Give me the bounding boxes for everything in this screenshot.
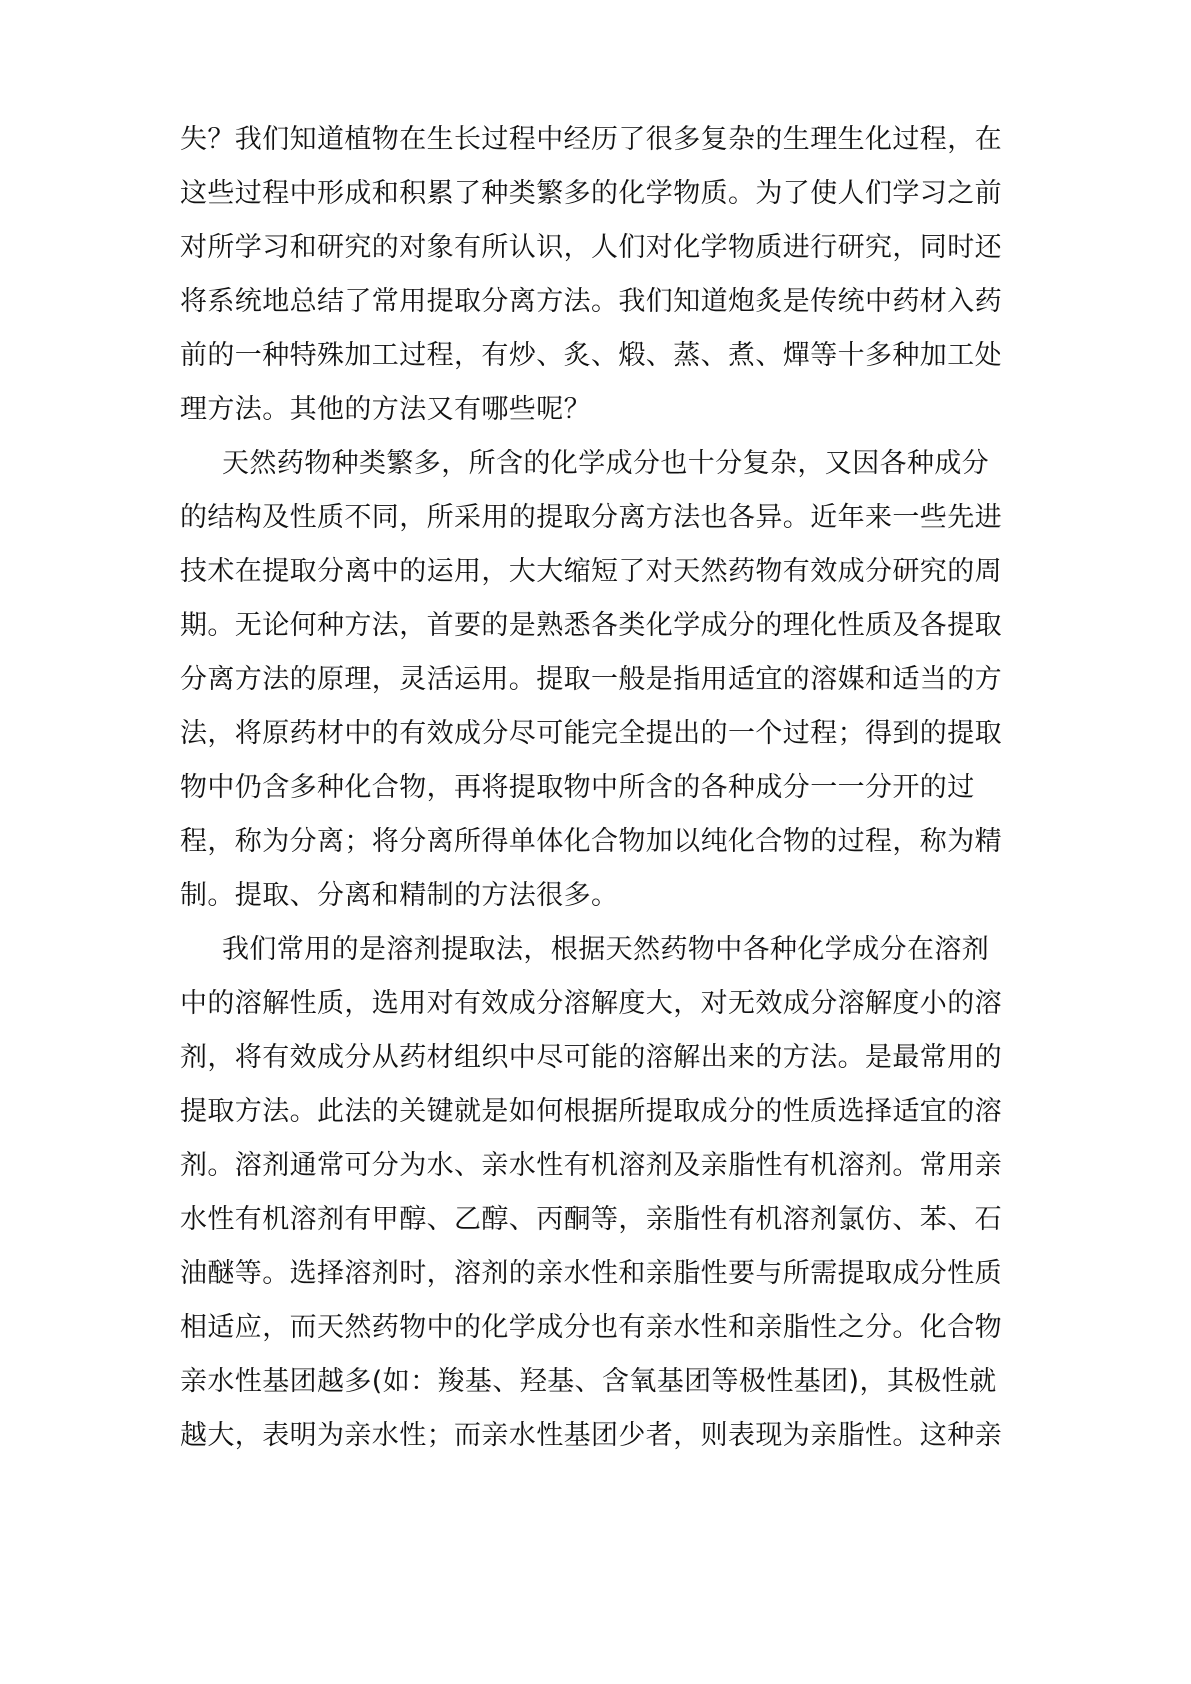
- paragraph-3: [180, 923, 1020, 1463]
- text-line: 剂。溶剂通常可分为水、亲水性有机溶剂及亲脂性有机溶剂。常用亲: [180, 1150, 1002, 1181]
- text-line-first: 我们常用的是溶剂提取法，根据天然药物中各种化学成分在溶剂: [222, 934, 990, 965]
- text-line: 提取方法。此法的关键就是如何根据所提取成分的性质选择适宜的溶: [180, 1096, 1002, 1127]
- text-line: 中的溶解性质，选用对有效成分溶解度大，对无效成分溶解度小的溶: [180, 988, 1002, 1019]
- text-line: 亲水性基团越多(如：羧基、羟基、含氧基团等极性基团)，其极性就: [180, 1366, 997, 1397]
- document-body: [180, 113, 1020, 1463]
- text-line: 剂，将有效成分从药材组织中尽可能的溶解出来的方法。是最常用的: [180, 1042, 1002, 1073]
- paragraph-1: [180, 113, 1020, 437]
- text-line: 程，称为分离；将分离所得单体化合物加以纯化合物的过程，称为精: [180, 826, 1002, 857]
- paragraph-2: [180, 437, 1020, 923]
- text-line: 前的一种特殊加工过程，有炒、炙、煅、蒸、煮、燀等十多种加工处: [180, 340, 1002, 371]
- text-line: 技术在提取分离中的运用，大大缩短了对天然药物有效成分研究的周: [180, 556, 1002, 587]
- text-line: 法，将原药材中的有效成分尽可能完全提出的一个过程；得到的提取: [180, 718, 1002, 749]
- text-line: 理方法。其他的方法又有哪些呢？: [180, 394, 591, 425]
- text-line: 失？我们知道植物在生长过程中经历了很多复杂的生理生化过程，在: [180, 124, 1002, 155]
- text-line: 越大，表明为亲水性；而亲水性基团少者，则表现为亲脂性。这种亲: [180, 1420, 1002, 1451]
- text-line: 油醚等。选择溶剂时，溶剂的亲水性和亲脂性要与所需提取成分性质: [180, 1258, 1002, 1289]
- text-line: 期。无论何种方法，首要的是熟悉各类化学成分的理化性质及各提取: [180, 610, 1002, 641]
- text-line: 物中仍含多种化合物，再将提取物中所含的各种成分一一分开的过: [180, 772, 975, 803]
- text-line: 的结构及性质不同，所采用的提取分离方法也各异。近年来一些先进: [180, 502, 1002, 533]
- text-line: 相适应，而天然药物中的化学成分也有亲水性和亲脂性之分。化合物: [180, 1312, 1002, 1343]
- text-line-first: 天然药物种类繁多，所含的化学成分也十分复杂，又因各种成分: [222, 448, 990, 479]
- text-line: 水性有机溶剂有甲醇、乙醇、丙酮等，亲脂性有机溶剂氯仿、苯、石: [180, 1204, 1002, 1235]
- text-line: 对所学习和研究的对象有所认识，人们对化学物质进行研究，同时还: [180, 232, 1002, 263]
- text-line: 制。提取、分离和精制的方法很多。: [180, 880, 619, 911]
- text-line: 将系统地总结了常用提取分离方法。我们知道炮炙是传统中药材入药: [180, 286, 1002, 317]
- text-line: 分离方法的原理，灵活运用。提取一般是指用适宜的溶媒和适当的方: [180, 664, 1002, 695]
- text-line: 这些过程中形成和积累了种类繁多的化学物质。为了使人们学习之前: [180, 178, 1002, 209]
